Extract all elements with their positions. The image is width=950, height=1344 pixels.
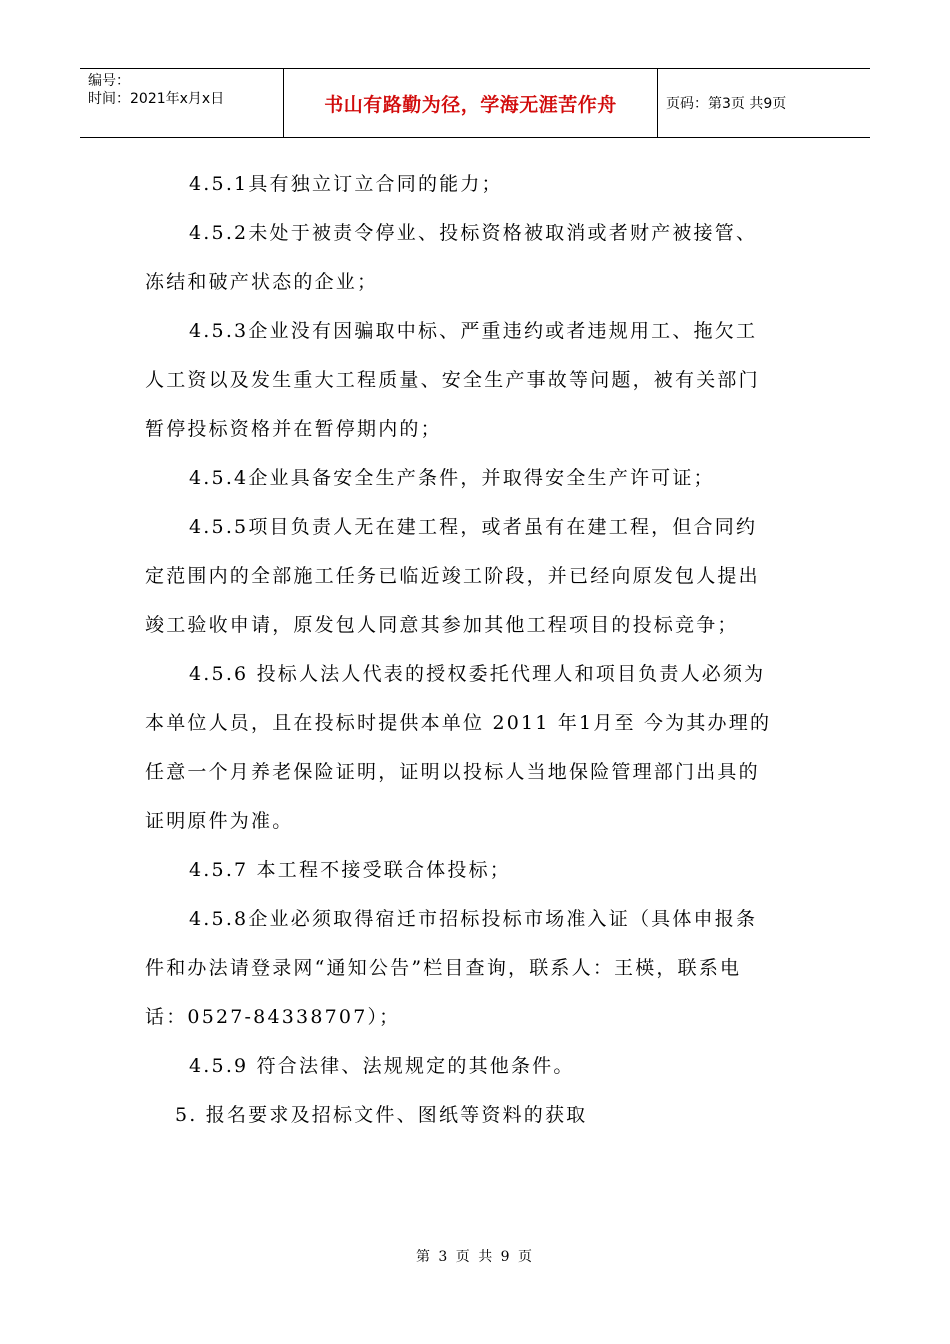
body-line: 4.5.1具有独立订立合同的能力； — [189, 173, 503, 195]
body-line: 话：0527-84338707）； — [145, 1006, 401, 1028]
body-line: 定范围内的全部施工任务已临近竣工阶段，并已经向原发包人提出 — [145, 565, 760, 587]
body-line: 4.5.4企业具备安全生产条件，并取得安全生产许可证； — [189, 467, 715, 489]
page-header — [80, 68, 870, 138]
body-line: 竣工验收申请，原发包人同意其参加其他工程项目的投标竞争； — [145, 614, 739, 636]
header-page-label: 页码：第3页 共9页 — [666, 96, 787, 112]
body-line: 证明原件为准。 — [145, 810, 294, 832]
body-line: 4.5.2未处于被责令停业、投标资格被取消或者财产被接管、 — [189, 222, 758, 244]
body-line: 4.5.5项目负责人无在建工程，或者虽有在建工程，但合同约 — [189, 516, 758, 538]
body-line: 4.5.3企业没有因骗取中标、严重违约或者违规用工、拖欠工 — [189, 320, 758, 342]
document-date-label: 时间：2021年x月x日 — [88, 91, 225, 107]
body-line: 5. 报名要求及招标文件、图纸等资料的获取 — [175, 1104, 588, 1126]
header-meta-cell — [80, 69, 284, 137]
page-footer: 第 3 页 共 9 页 — [415, 1249, 535, 1265]
document-number-label: 编号： — [88, 73, 130, 89]
body-line: 冻结和破产状态的企业； — [145, 271, 379, 293]
body-line: 人工资以及发生重大工程质量、安全生产事故等问题，被有关部门 — [145, 369, 760, 391]
body-line: 4.5.7 本工程不接受联合体投标； — [189, 859, 511, 881]
document-body — [145, 160, 805, 1140]
body-line: 本单位人员，且在投标时提供本单位 2011 年1月至 今为其办理的 — [145, 712, 772, 734]
body-line: 4.5.8企业必须取得宿迁市招标投标市场准入证（具体申报条 — [189, 908, 758, 930]
header-slogan: 书山有路勤为径，学海无涯苦作舟 — [284, 69, 658, 137]
body-line: 任意一个月养老保险证明，证明以投标人当地保险管理部门出具的 — [145, 761, 760, 783]
body-line: 件和办法请登录网“通知公告”栏目查询，联系人：王楧，联系电 — [145, 957, 742, 979]
body-line: 暂停投标资格并在暂停期内的； — [145, 418, 442, 440]
body-line: 4.5.6 投标人法人代表的授权委托代理人和项目负责人必须为 — [189, 663, 766, 685]
body-line: 4.5.9 符合法律、法规规定的其他条件。 — [189, 1055, 575, 1077]
